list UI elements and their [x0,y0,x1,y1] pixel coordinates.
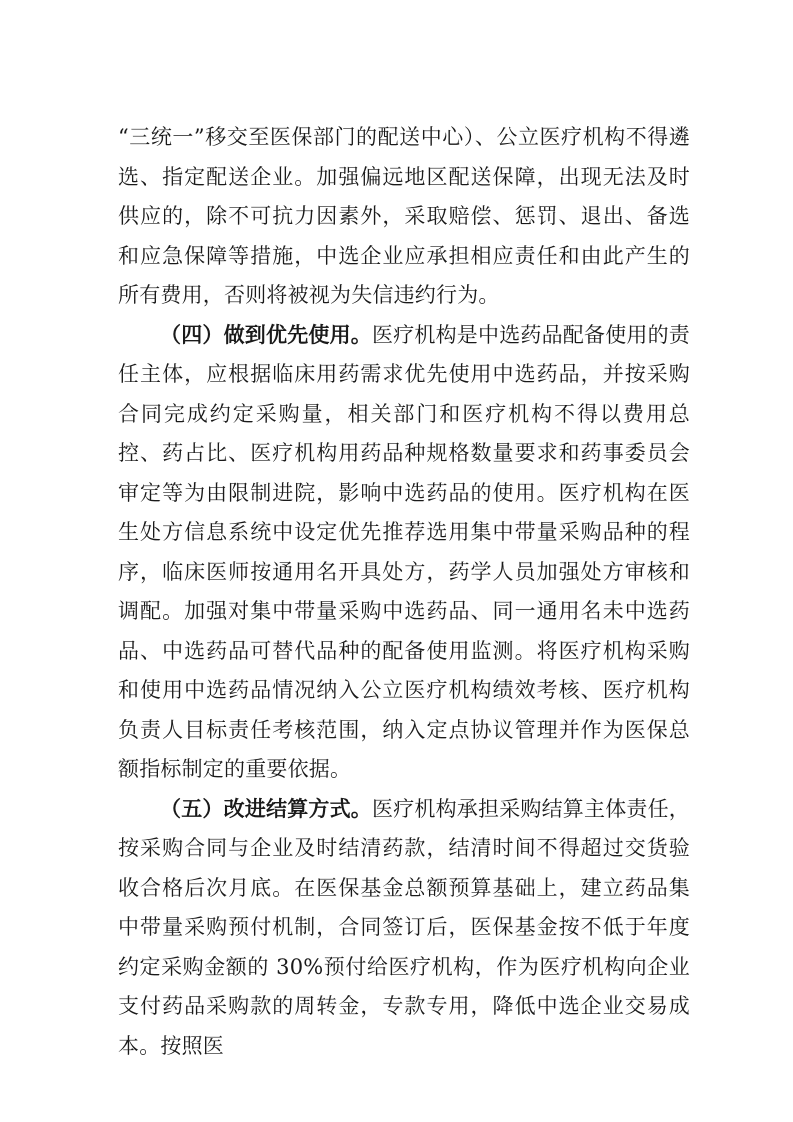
document-body [118,118,690,1066]
paragraph-text: 医疗机构承担采购结算主体责任，按采购合同与企业及时结清药款，结清时间不得超过交货验收合格后次月底。在医保基金总额预算基础上，建立药品集中带量采购预付机制，合同签订后，医保基金按不低于年度约定采购金额的 30%预付给医疗机构，作为医疗机构向企业支付药品采购款的周转金，专款专用，降低中选企业交易成本。按照医 [118,796,690,1058]
section-heading-4: （四）做到优先使用。 [160,322,372,347]
paragraph-text: “三统一”移交至医保部门的配送中心）、公立医疗机构不得遴选、指定配送企业。加强偏远地区配送保障，出现无法及时供应的，除不可抗力因素外，采取赔偿、惩罚、退出、备选和应急保障等措施，中选企业应承担相应责任和由此产生的所有费用，否则将被视为失信违约行为。 [118,125,690,307]
paragraph-settlement [118,790,690,1067]
paragraph-continuation [118,118,690,316]
section-heading-5: （五）改进结算方式。 [160,796,372,821]
paragraph-text: 医疗机构是中选药品配备使用的责任主体，应根据临床用药需求优先使用中选药品，并按采购合同完成约定采购量，相关部门和医疗机构不得以费用总控、药占比、医疗机构用药品种规格数量要求和药事委员会审定等为由限制进院，影响中选药品的使用。医疗机构在医生处方信息系统中设定优先推荐选用集中带量采购品种的程序，临床医师按通用名开具处方，药学人员加强处方审核和调配。加强对集中带量采购中选药品、同一通用名未中选药品、中选药品可替代品种的配备使用监测。将医疗机构采购和使用中选药品情况纳入公立医疗机构绩效考核、医疗机构负责人目标责任考核范围，纳入定点协议管理并作为医保总额指标制定的重要依据。 [118,322,690,781]
paragraph-priority-use [118,316,690,790]
